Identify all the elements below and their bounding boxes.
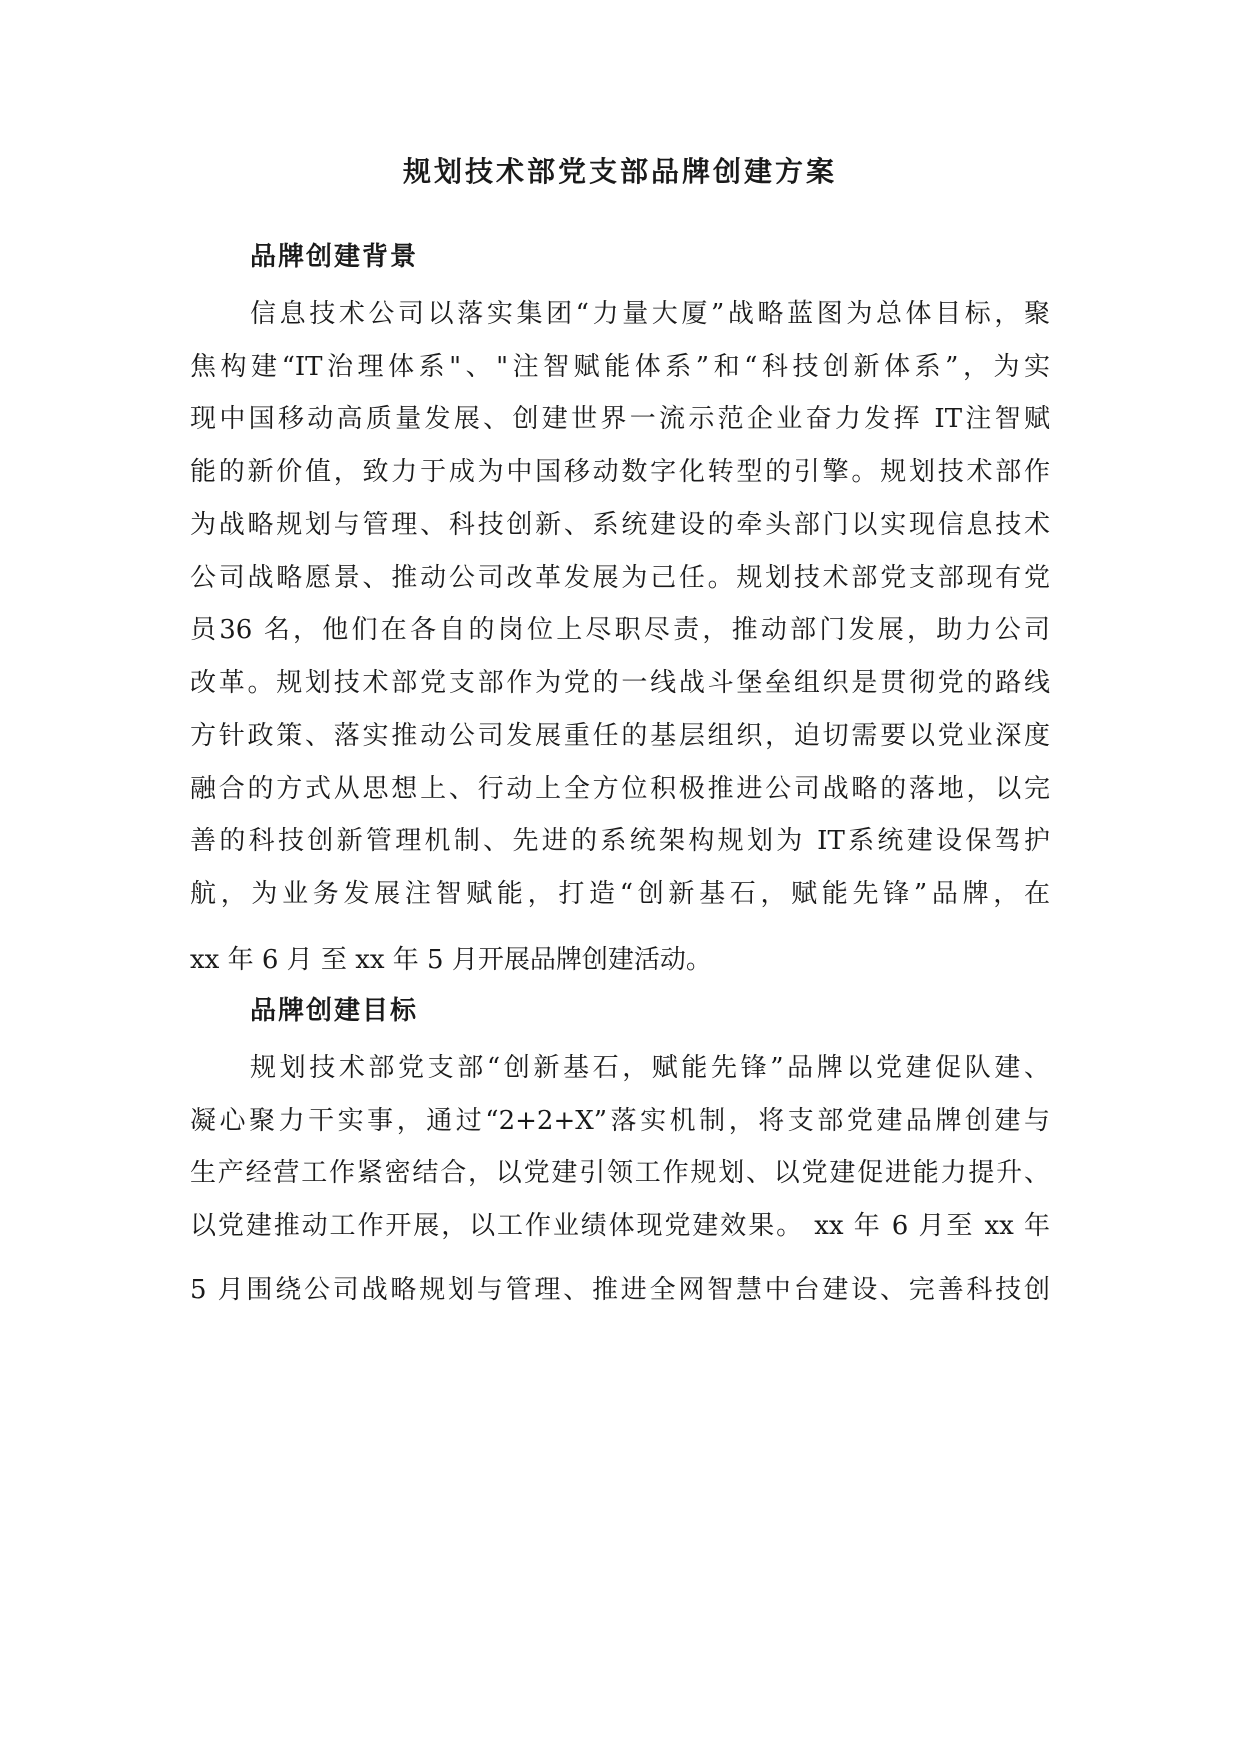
paragraph-line: 现中国移动高质量发展、创建世界一流示范企业奋力发挥 IT注智赋 (190, 404, 1050, 434)
paragraph-line: xx 年 6 月 至 xx 年 5 月开展品牌创建活动。 (190, 945, 712, 975)
paragraph-line: 员36 名，他们在各自的岗位上尽职尽责，推动部门发展，助力公司 (190, 615, 1050, 645)
paragraph-line: 以党建推动工作开展，以工作业绩体现党建效果。 xx 年 6 月至 xx 年 (190, 1211, 1050, 1241)
paragraph-line: 改革。规划技术部党支部作为党的一线战斗堡垒组织是贯彻党的路线 (190, 668, 1050, 698)
section-heading-goal: 品牌创建目标 (250, 996, 419, 1026)
paragraph-line: 焦构建“IT治理体系"、"注智赋能体系”和“科技创新体系”，为实 (190, 352, 1050, 382)
paragraph-line: 5 月围绕公司战略规划与管理、推进全网智慧中台建设、完善科技创 (190, 1275, 1050, 1305)
paragraph-line: 航，为业务发展注智赋能，打造“创新基石，赋能先锋”品牌，在 (190, 879, 1050, 909)
paragraph-line: 规划技术部党支部“创新基石，赋能先锋”品牌以党建促队建、 (250, 1053, 1050, 1083)
paragraph-line: 信息技术公司以落实集团“力量大厦”战略蓝图为总体目标，聚 (250, 299, 1050, 329)
document-title: 规划技术部党支部品牌创建方案 (402, 155, 837, 188)
paragraph-line: 生产经营工作紧密结合，以党建引领工作规划、以党建促进能力提升、 (190, 1158, 1050, 1188)
paragraph-line: 融合的方式从思想上、行动上全方位积极推进公司战略的落地，以完 (190, 774, 1050, 804)
paragraph-line: 凝心聚力干实事，通过“2+2+X”落实机制，将支部党建品牌创建与 (190, 1106, 1050, 1136)
paragraph-line: 方针政策、落实推动公司发展重任的基层组织，迫切需要以党业深度 (190, 721, 1050, 751)
paragraph-line: 公司战略愿景、推动公司改革发展为己任。规划技术部党支部现有党 (190, 563, 1050, 593)
paragraph-line: 能的新价值，致力于成为中国移动数字化转型的引擎。规划技术部作 (190, 457, 1050, 487)
section-heading-background: 品牌创建背景 (250, 242, 419, 272)
paragraph-line: 善的科技创新管理机制、先进的系统架构规划为 IT系统建设保驾护 (190, 826, 1050, 856)
paragraph-line: 为战略规划与管理、科技创新、系统建设的牵头部门以实现信息技术 (190, 510, 1050, 540)
